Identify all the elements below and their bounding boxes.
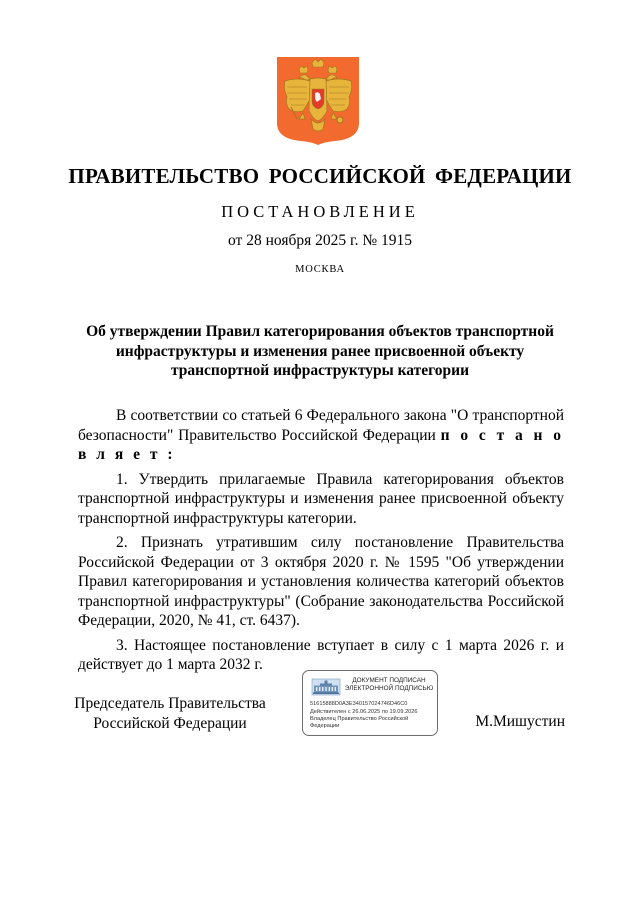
esig-certificate: 51615888D0A3E340157024746D46C0 [310,701,408,707]
document-subject [80,322,560,381]
government-title: ПРАВИТЕЛЬСТВО РОССИЙСКОЙ ФЕДЕРАЦИИ [68,164,572,188]
document-body [78,406,564,680]
electronic-signature-stamp [302,670,438,736]
signer-title-line: Председатель Правительства [74,695,266,712]
item-paragraph: 1. Утвердить прилагаемые Правила категорирования объектов транспортной инфраструктуры и изменения ранее присвоенной объекту транспортной инфраструктуры категории. [78,470,564,527]
esig-heading [343,677,435,693]
esig-heading-line: ДОКУМЕНТ ПОДПИСАН [352,677,426,684]
item-paragraph: 3. Настоящее постановление вступает в силу с 1 марта 2026 г. и действует до 1 марта 2032 г. [78,636,564,673]
government-building-icon [311,678,341,696]
esig-owner: Владелец Правительство Российской [310,716,409,722]
preamble-text: В соответствии со статьей 6 Федерального закона "О транспортной безопасности" Правительство Российской Федерации [78,407,564,444]
esig-validity: Действителен с 26.06.2025 по 19.09.2026 [310,709,418,715]
preamble-paragraph [78,406,564,465]
signer-title [70,694,270,733]
subject-line: Об утверждении Правил категорирования объектов транспортной [86,323,554,340]
subject-line: транспортной инфраструктуры категории [170,362,470,379]
subject-line: инфраструктуры и изменения ранее присвоенной объекту [115,342,525,360]
signer-name: М.Мишустин [475,713,565,730]
coat-of-arms-russia-icon [277,57,359,145]
decree-word: п о с т а н о в л я е т : [78,426,565,463]
signer-title-line: Российской Федерации [93,714,247,732]
item-paragraph: 2. Признать утратившим силу постановление Правительства Российской Федерации от 3 октября 2020 г. № 1595 "Об утверждении Правил категорирования и установления количества категорий объектов транспортной инфраструктуры" (Собрание законодательства Российской Федерации, 2020, № 41, ст. 6437). [78,534,564,629]
document-date-number: от 28 ноября 2025 г. № 1915 [228,232,412,249]
document-city: МОСКВА [295,264,345,275]
esig-owner: Федерации [310,722,340,729]
esig-heading-line: ЭЛЕКТРОННОЙ ПОДПИСЬЮ [344,685,434,692]
document-type: ПОСТАНОВЛЕНИЕ [221,202,419,221]
